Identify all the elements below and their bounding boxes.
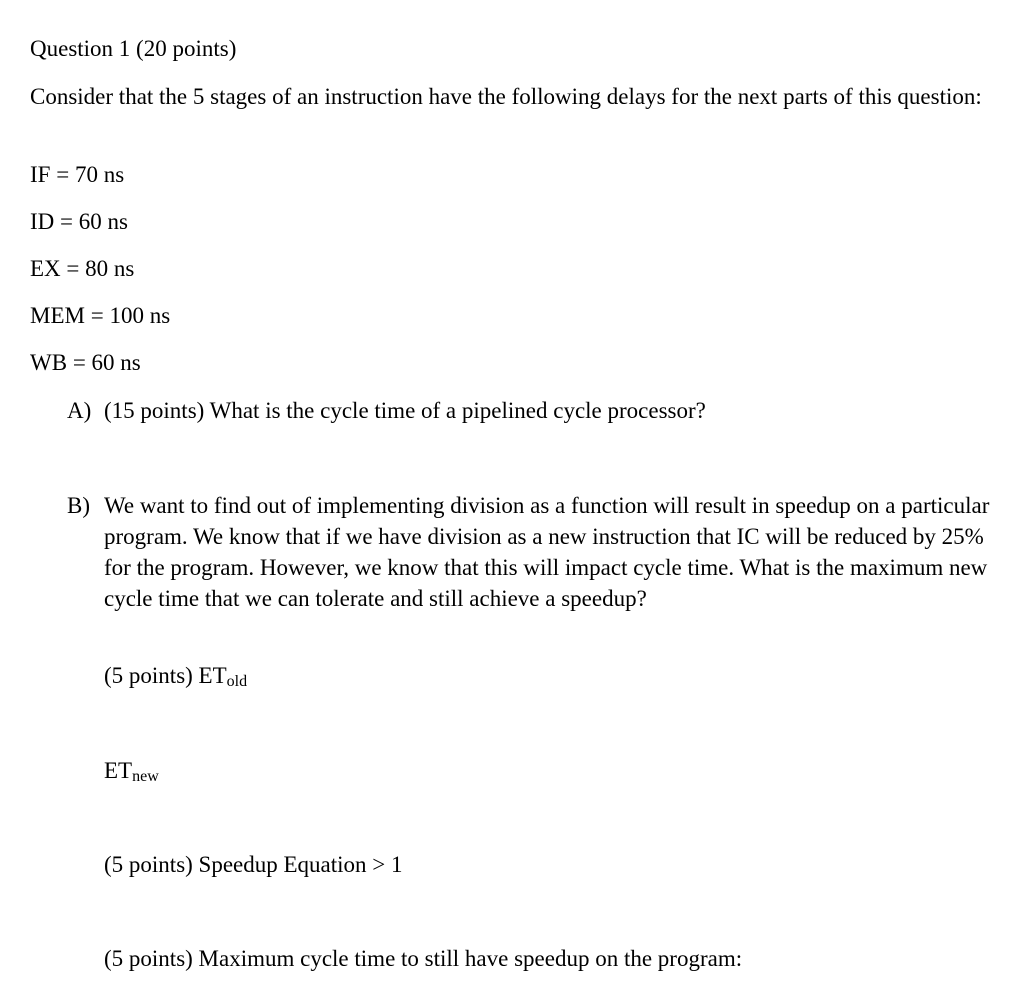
et-new-line [104,755,159,786]
stage-eq: = [56,162,70,187]
et-new-prefix: ET [104,758,133,783]
et-old-prefix: (5 points) ET [104,663,227,688]
stage-name: EX [30,256,61,281]
stage-eq: = [66,256,80,281]
stage-value: 70 ns [74,162,125,187]
stage-if [30,159,124,190]
stage-eq: = [72,350,86,375]
part-b-label: B) [67,493,90,518]
stage-name: MEM [30,303,85,328]
stage-wb [30,347,141,378]
stage-value: 80 ns [85,256,135,281]
stage-eq: = [60,209,74,234]
part-a-text: (15 points) What is the cycle time of a pipelined cycle processor? [104,398,706,423]
et-old-line [104,660,247,691]
part-a-label: A) [67,398,92,423]
stage-value: 100 ns [109,303,171,328]
stage-name: IF [30,162,51,187]
speedup-equation: (5 points) Speedup Equation > 1 [104,852,403,877]
et-old-subscript: old [226,673,248,690]
stage-name: WB [30,350,68,375]
stage-eq: = [90,303,104,328]
question-intro: Consider that the 5 stages of an instruction have the following delays for the next parts of this question: [30,84,982,109]
max-cycle-time: (5 points) Maximum cycle time to still have speedup on the program: [104,946,743,971]
et-new-subscript: new [132,768,159,785]
stage-value: 60 ns [78,209,128,234]
stage-ex [30,253,134,284]
stage-value: 60 ns [91,350,141,375]
stage-name: ID [30,209,55,234]
question-title: Question 1 (20 points) [30,36,237,61]
stage-mem [30,300,170,331]
stage-id [30,206,128,237]
part-b-text: We want to find out of implementing division as a function will result in speedup on a particular program. We know that if we have division as a new instruction that IC will be reduced by 25% for the program. However, we know that this will impact cycle time. What is the maximum new cycle time that we can tolerate and still achieve a speedup? [104,493,990,611]
